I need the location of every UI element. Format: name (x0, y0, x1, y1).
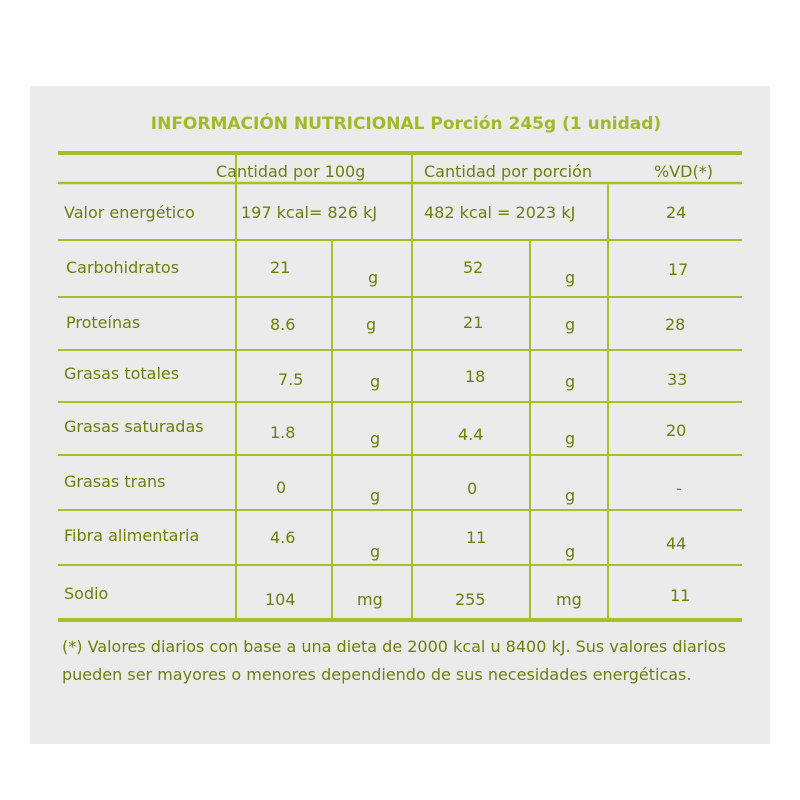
row-unit-portion: g (565, 372, 576, 391)
row-label: Carbohidratos (66, 258, 180, 277)
header-per-100g: Cantidad por 100g (216, 162, 366, 181)
row-value-100g: 104 (265, 590, 296, 609)
row-value-100g: 0 (276, 478, 287, 497)
row-unit-portion: g (565, 486, 576, 505)
energy-vd: 24 (666, 203, 687, 222)
row-unit-portion: g (565, 268, 576, 287)
row-unit-100g: g (366, 315, 377, 334)
row-unit-100g: g (370, 486, 381, 505)
row-vd: 28 (665, 315, 686, 334)
row-label: Proteínas (66, 313, 141, 332)
row-vd: 33 (667, 370, 688, 389)
row-label: Grasas trans (64, 472, 166, 491)
row-value-portion: 255 (455, 590, 486, 609)
row-unit-portion: g (565, 542, 576, 561)
row-value-100g: 7.5 (278, 370, 304, 389)
row-label: Fibra alimentaria (64, 526, 200, 545)
row-unit-portion: g (565, 315, 576, 334)
row-unit-100g: g (370, 372, 381, 391)
nutrition-title: INFORMACIÓN NUTRICIONAL Porción 245g (1 unidad) (150, 114, 662, 134)
row-value-100g: 21 (270, 258, 291, 277)
row-label: Sodio (64, 584, 109, 603)
energy-per-portion: 482 kcal = 2023 kJ (424, 203, 576, 222)
header-vd: %VD(*) (654, 162, 713, 181)
row-label: Grasas saturadas (64, 417, 204, 436)
row-unit-100g: g (370, 429, 381, 448)
row-unit-100g: g (368, 268, 379, 287)
row-value-100g: 4.6 (270, 528, 296, 547)
row-value-100g: 1.8 (270, 423, 296, 442)
row-value-portion: 18 (465, 367, 486, 386)
row-unit-100g: g (370, 542, 381, 561)
energy-per-100g: 197 kcal= 826 kJ (241, 203, 378, 222)
row-vd: 17 (668, 260, 689, 279)
row-unit-portion: mg (556, 590, 582, 609)
header-per-portion: Cantidad por porción (424, 162, 592, 181)
row-unit-portion: g (565, 429, 576, 448)
row-vd: - (676, 479, 682, 498)
energy-label: Valor energético (64, 203, 195, 222)
row-value-portion: 21 (463, 313, 484, 332)
row-label: Grasas totales (64, 364, 180, 383)
row-unit-100g: mg (357, 590, 383, 609)
row-value-portion: 0 (467, 479, 478, 498)
row-vd: 44 (666, 534, 687, 553)
row-value-portion: 4.4 (458, 425, 484, 444)
row-value-portion: 11 (466, 528, 487, 547)
row-vd: 20 (666, 421, 687, 440)
row-vd: 11 (670, 586, 691, 605)
row-value-portion: 52 (463, 258, 484, 277)
row-value-100g: 8.6 (270, 315, 296, 334)
footnote: (*) Valores diarios con base a una dieta de 2000 kcal u 8400 kJ. Sus valores diarios pueden ser mayores o menores dependiendo de sus necesidades energéticas. (62, 637, 726, 684)
